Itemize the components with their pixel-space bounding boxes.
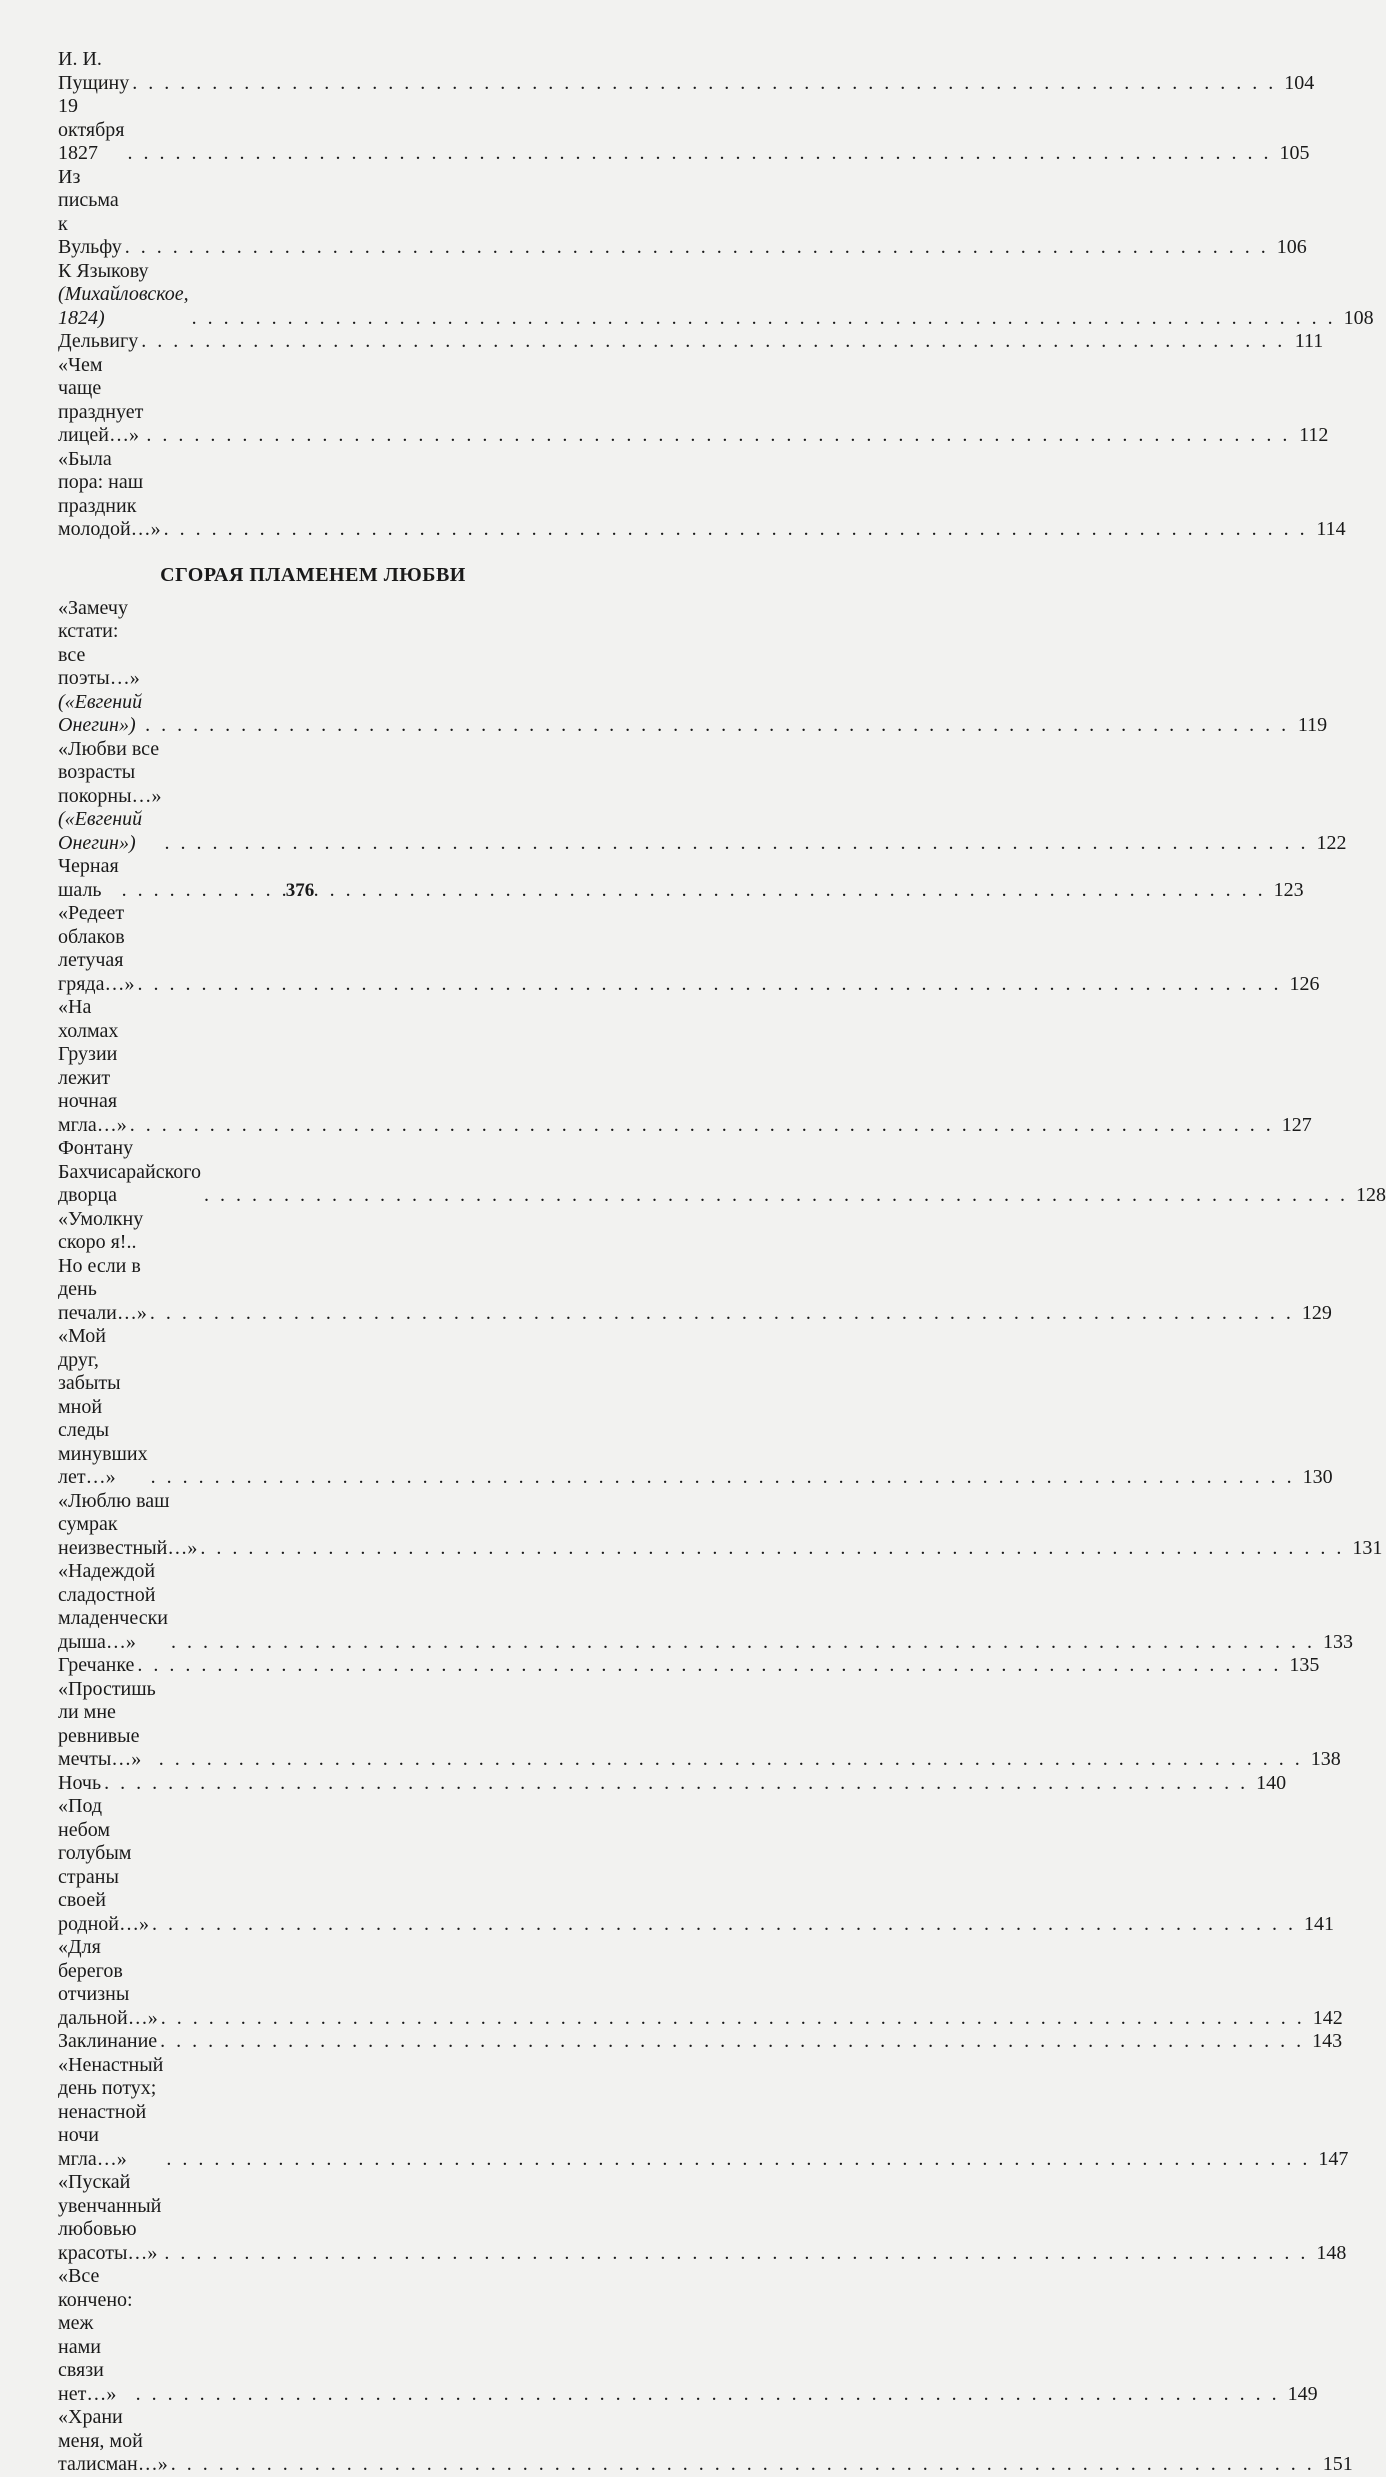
toc-entry-title-text: «Для берегов отчизны дальной…» [58, 1936, 158, 2029]
toc-entry-page: 128 [1355, 1184, 1386, 1206]
section-heading: СГОРАЯ ПЛАМЕНЕМ ЛЮБВИ [160, 563, 466, 586]
toc-entry-page: 135 [1289, 1654, 1320, 1676]
toc-section-love [58, 596, 1386, 2477]
toc-entry [58, 1560, 1353, 1654]
toc-entry [58, 259, 1374, 331]
toc-entry [58, 1489, 1383, 1561]
table-of-contents [58, 48, 1386, 2477]
toc-entry [58, 165, 1307, 260]
toc-entry-title [58, 2406, 168, 2477]
toc-entry-page: 133 [1323, 1630, 1353, 1653]
toc-entry-page: 111 [1294, 330, 1324, 352]
dot-leader [137, 1654, 1281, 1678]
toc-entry-title [58, 1936, 158, 2030]
toc-entry [58, 1795, 1335, 1936]
toc-entry-title [58, 354, 143, 448]
toc-entry-title [58, 48, 129, 95]
toc-entry-title-line1: «Ненастный день потух; ненастной [58, 2053, 164, 2123]
dot-leader [166, 2148, 1310, 2172]
toc-entry-page: 127 [1281, 1113, 1312, 1136]
toc-section-friends [58, 48, 1374, 542]
toc-entry-page: 143 [1312, 2030, 1343, 2052]
toc-entry-title-text: Фонтану Бахчисарайского дворца [58, 1137, 201, 1206]
toc-entry [58, 1654, 1320, 1678]
toc-entry-title-line1: «Замечу кстати: все поэты…» [58, 596, 140, 689]
toc-entry [58, 1677, 1341, 1772]
toc-entry-title-line1: «Любви все возрасты покорны…» [58, 737, 162, 807]
toc-entry-title-line1: «Мой друг, забыты мной следы [58, 1325, 121, 1441]
toc-entry-title-line2: ночи мгла…» [58, 2124, 127, 2170]
toc-entry-title [58, 1678, 156, 1772]
toc-entry-page: 147 [1318, 2147, 1349, 2170]
toc-entry-title [58, 2054, 163, 2172]
dot-leader [164, 2242, 1308, 2266]
toc-entry [58, 2030, 1343, 2054]
dot-leader [141, 330, 1285, 354]
toc-entry-title [58, 330, 138, 354]
toc-entry-title [58, 95, 125, 166]
toc-entry [58, 1771, 1287, 1796]
toc-entry-page: 126 [1289, 972, 1320, 995]
dot-leader [164, 518, 1308, 542]
toc-entry [58, 1137, 1386, 1208]
toc-entry-title-text: «Люблю ваш сумрак неизвестный…» [58, 1489, 198, 1559]
toc-entry-title [58, 2265, 133, 2406]
toc-entry-title-text: Дельвигу [58, 330, 139, 352]
toc-entry-title-text: И. И. Пущину [58, 48, 130, 94]
toc-entry [58, 996, 1312, 1137]
toc-entry-title-text: «Простишь ли мне ревнивые мечты…» [58, 1677, 156, 1770]
dot-leader [146, 424, 1290, 448]
toc-entry [58, 2265, 1318, 2406]
toc-entry [58, 2053, 1349, 2172]
toc-entry-page: 140 [1256, 1771, 1287, 1794]
dot-leader [200, 1537, 1344, 1561]
dot-leader [104, 1772, 1248, 1796]
toc-entry-title-text: «На холмах Грузии лежит ночная мгла…» [58, 996, 127, 1136]
toc-entry-page: 104 [1284, 71, 1315, 94]
toc-entry-title [58, 597, 142, 738]
toc-entry-title [58, 996, 127, 1137]
toc-entry-page: 112 [1299, 424, 1329, 446]
toc-entry-title [58, 1560, 168, 1654]
toc-entry [58, 2171, 1347, 2265]
toc-entry-title-text: «Была пора: наш праздник молодой…» [58, 447, 161, 540]
toc-entry-title-text: «Умолкну скоро я!.. Но если в день печали…» [58, 1207, 147, 1324]
dot-leader [130, 1114, 1274, 1138]
dot-leader [137, 973, 1281, 997]
toc-entry-page: 105 [1279, 142, 1310, 164]
toc-entry-title [58, 448, 161, 542]
toc-entry-title [58, 1772, 101, 1796]
dot-leader [125, 236, 1269, 260]
toc-entry-title-text: Заклинание [58, 2030, 158, 2052]
toc-entry-title-text: 19 октября 1827 [58, 95, 125, 164]
dot-leader [128, 142, 1272, 166]
dot-leader [160, 2030, 1304, 2054]
dot-leader [136, 2383, 1280, 2407]
dot-leader [204, 1184, 1348, 1208]
toc-entry-title-italic: (Михайловское, 1824) [58, 283, 189, 329]
dot-leader [132, 72, 1276, 96]
toc-entry-page: 108 [1343, 306, 1374, 329]
toc-entry [58, 596, 1328, 738]
toc-entry-page: 149 [1287, 2382, 1318, 2405]
toc-entry-page: 138 [1310, 1748, 1341, 1770]
toc-entry [58, 1325, 1333, 1490]
toc-entry-page: 119 [1297, 714, 1328, 736]
toc-entry [58, 2406, 1353, 2477]
toc-entry-title [58, 1490, 197, 1561]
dot-leader [145, 714, 1289, 738]
toc-entry-page: 130 [1302, 1466, 1333, 1488]
toc-entry-page: 148 [1316, 2241, 1347, 2264]
toc-entry-title [58, 166, 122, 260]
toc-entry-title [58, 1137, 201, 1208]
toc-entry-page: 122 [1316, 831, 1347, 854]
toc-entry [58, 330, 1324, 354]
toc-entry [58, 95, 1310, 166]
toc-entry-title [58, 2171, 161, 2265]
toc-entry-page: 141 [1304, 1912, 1335, 1935]
dot-leader [152, 1913, 1296, 1937]
toc-entry-title [58, 1208, 147, 1326]
dot-leader [171, 1631, 1315, 1655]
toc-entry-title-text: «Под небом голубым страны своей родной…» [58, 1795, 150, 1935]
toc-entry-page: 151 [1322, 2453, 1353, 2475]
dot-leader [150, 1302, 1294, 1326]
toc-entry-title [58, 902, 134, 996]
toc-entry-title-text: Из письма к Вульфу [58, 165, 122, 258]
toc-entry-title [58, 738, 162, 856]
toc-entry-title [58, 2030, 157, 2054]
dot-leader [165, 832, 1309, 856]
toc-entry-title-line2: минувших лет…» [58, 1442, 148, 1488]
toc-entry-page: 129 [1301, 1301, 1332, 1324]
toc-entry-page: 131 [1352, 1536, 1383, 1559]
toc-entry-title [58, 1795, 149, 1936]
toc-entry [58, 353, 1329, 448]
toc-entry [58, 1936, 1343, 2030]
toc-entry-title-text: Черная шаль [58, 855, 119, 901]
toc-entry-page: 123 [1273, 878, 1304, 901]
dot-leader [161, 2007, 1305, 2031]
toc-entry [58, 447, 1346, 542]
toc-entry [58, 902, 1320, 996]
toc-entry-title [58, 1654, 134, 1678]
toc-entry-title-text: Ночь [58, 1771, 102, 1794]
toc-entry-title-text: К Языкову [58, 259, 149, 282]
toc-entry-title-text: «Чем чаще празднует лицей…» [58, 353, 144, 446]
page-number: 376 [285, 880, 315, 901]
toc-entry-title [58, 1325, 148, 1490]
toc-entry-title [58, 260, 189, 331]
toc-entry-title-text: «Все кончено: меж нами связи нет…» [58, 2265, 133, 2405]
toc-entry-title-text: «Редеет облаков летучая гряда…» [58, 902, 135, 995]
dot-leader [171, 2453, 1315, 2477]
dot-leader [151, 1466, 1295, 1490]
dot-leader [159, 1748, 1303, 1772]
toc-entry-title-line2: («Евгений Онегин») [58, 690, 143, 736]
toc-entry-page: 114 [1316, 518, 1346, 540]
dot-leader [192, 307, 1336, 331]
toc-entry-title-text: «Надеждой сладостной младенчески дыша…» [58, 1560, 168, 1653]
toc-entry-title-text: Гречанке [58, 1654, 135, 1676]
toc-entry [58, 1207, 1332, 1326]
toc-entry-title-text: «Пускай увенчанный любовью красоты…» [58, 2171, 162, 2264]
toc-entry-page: 106 [1276, 236, 1307, 258]
toc-entry-title-line2: («Евгений Онегин») [58, 808, 143, 854]
toc-entry-title-text: «Храни меня, мой талисман…» [58, 2406, 168, 2475]
toc-entry [58, 48, 1315, 95]
toc-entry [58, 737, 1347, 856]
toc-entry-page: 142 [1312, 2006, 1343, 2029]
